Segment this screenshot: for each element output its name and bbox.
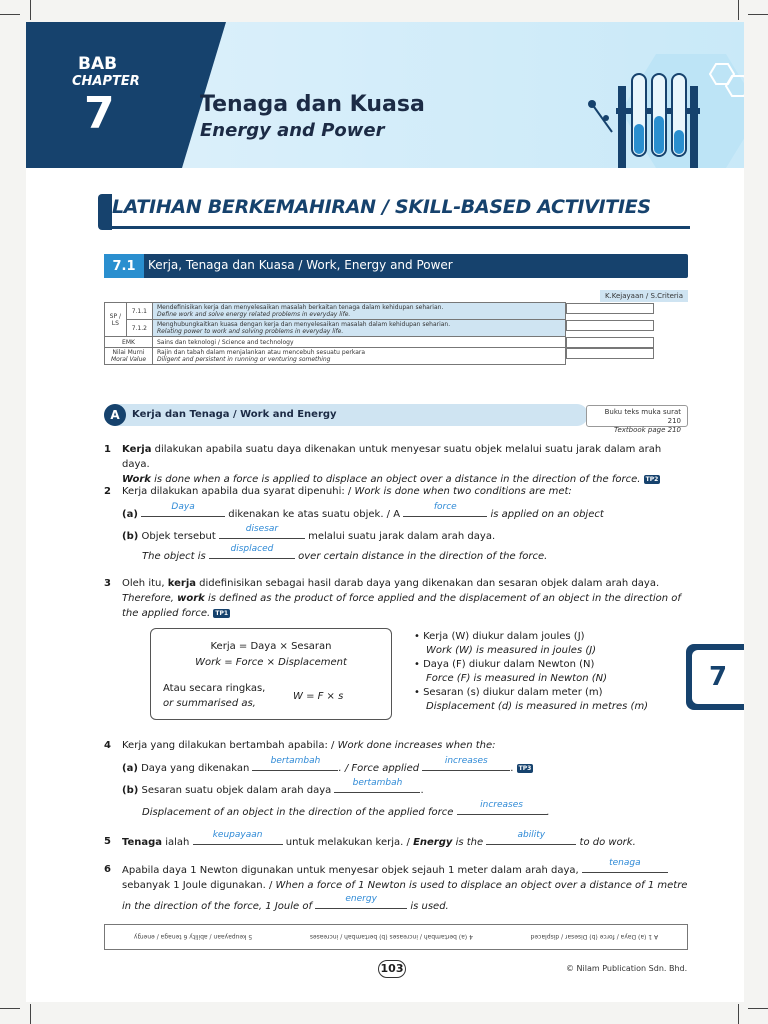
- criteria-cell: [566, 320, 654, 331]
- standard-description: [153, 320, 566, 337]
- q1-text-en: is done when a force is applied to displace an object over a distance in the direction of the force.: [150, 474, 641, 485]
- crop-mark: [748, 1008, 768, 1009]
- tp-badge: TP2: [645, 475, 659, 483]
- bab-label: BAB: [78, 54, 118, 74]
- nilai-text-en: Diligent and persistent in running or venturing something: [157, 356, 331, 363]
- answer-text: keupayaan: [212, 830, 263, 840]
- crop-mark: [738, 1004, 739, 1024]
- q2-intro-en: Work is done when two conditions are met:: [354, 486, 572, 497]
- answer-key-item: 4 (a) bertambah / increases (b) bertambah / increases: [309, 933, 473, 941]
- answer-text: force: [433, 502, 457, 512]
- answer-text: increases: [480, 800, 523, 810]
- question-6: Apabila daya 1 Newton digunakan untuk menyesar objek sejauh 1 meter dalam arah daya, tenaga sebanyak 1 Joule digunakan. / When a force of 1 Newton is used to displace an object over a distance of 1 metre: [122, 858, 688, 891]
- question-number: 1: [104, 444, 111, 455]
- crop-mark: [30, 1004, 31, 1024]
- standards-table: [104, 302, 688, 365]
- standard-text-en: Define work and solve energy related problems in everyday life.: [157, 311, 351, 318]
- answer-blank[interactable]: [315, 894, 407, 909]
- chapter-header-panel: [26, 22, 226, 168]
- sp-label: SP / LS: [105, 303, 127, 337]
- list-item: • Sesaran (s) diukur dalam meter (m): [414, 687, 603, 698]
- part-label: (a): [122, 763, 138, 774]
- subsection-header: [104, 404, 588, 426]
- question-4b-en: Displacement of an object in the direction of the applied force increases .: [142, 800, 550, 818]
- question-2: [122, 484, 692, 499]
- question-4: Kerja yang dilakukan bertambah apabila: / Work done increases when the:: [122, 740, 496, 751]
- crop-mark: [738, 0, 739, 20]
- answer-blank[interactable]: [252, 756, 338, 771]
- question-number: 2: [104, 486, 111, 497]
- crop-mark: [0, 14, 20, 15]
- banner-underline: [110, 226, 690, 229]
- answer-blank[interactable]: [141, 502, 225, 517]
- crop-mark: [0, 1008, 20, 1009]
- list-item: • Kerja (W) diukur dalam joules (J): [414, 631, 585, 642]
- question-number: 5: [104, 836, 111, 847]
- answer-blank[interactable]: [219, 524, 305, 539]
- answer-blank[interactable]: [582, 858, 668, 873]
- unit-list: [414, 630, 648, 714]
- standard-text-ms: Mendefinisikan kerja dan menyelesaikan masalah berkaitan tenaga dalam kehidupan seharian.: [157, 304, 444, 311]
- answer-text: disesar: [245, 524, 279, 534]
- emk-text: Sains dan teknologi / Science and technology: [153, 337, 566, 348]
- emk-label: EMK: [105, 337, 153, 348]
- section-number: 7.1: [104, 254, 144, 278]
- standard-code: 7.1.2: [126, 320, 152, 337]
- banner-cap: [98, 194, 112, 230]
- q2-intro-ms: Kerja dilakukan apabila dua syarat dipenuhi: /: [122, 486, 355, 497]
- answer-text: ability: [517, 830, 546, 840]
- skill-banner-title: LATIHAN BERKEMAHIRAN / SKILL-BASED ACTIVITIES: [112, 196, 651, 218]
- list-item-en: Displacement (d) is measured in metres (m): [426, 701, 649, 712]
- answer-text: tenaga: [609, 858, 641, 868]
- part-label: (b): [122, 531, 139, 542]
- q2a-text: dikenakan ke atas suatu objek. / A: [225, 509, 404, 520]
- question-4a: (a) Daya yang dikenakan bertambah . / Force applied increases . TP3: [122, 756, 532, 774]
- nilai-label-ms: Nilai Murni: [112, 349, 145, 356]
- answer-key-item: A 1 (a) Daya / force (b) Disesar / displaced: [530, 933, 659, 941]
- answer-text: Daya: [171, 502, 195, 512]
- question-number: 4: [104, 740, 111, 751]
- answer-text: displaced: [230, 544, 274, 554]
- list-item-en: Force (F) is measured in Newton (N): [426, 673, 608, 684]
- answer-text: energy: [345, 894, 377, 904]
- question-4b: (b) Sesaran suatu objek dalam arah daya bertambah .: [122, 778, 424, 796]
- section-bar: [104, 254, 688, 278]
- short-formula: W = F × s: [293, 691, 344, 702]
- term-kerja: Kerja: [122, 444, 152, 455]
- table-row: [105, 320, 688, 337]
- term-kerja: kerja: [167, 578, 196, 589]
- chapter-title-en: Energy and Power: [200, 120, 385, 141]
- q2b-text-en: The object is: [142, 551, 209, 562]
- question-2a: [122, 502, 692, 522]
- chapter-label: CHAPTER: [72, 74, 140, 89]
- chapter-tab-number: 7: [692, 650, 744, 704]
- subsection-letter: A: [104, 404, 126, 426]
- textbook-ref-en: Textbook page 210: [614, 426, 681, 434]
- question-number: 3: [104, 578, 111, 589]
- criteria-cell: [566, 337, 654, 348]
- list-item: • Daya (F) diukur dalam Newton (N): [414, 659, 595, 670]
- question-3: Oleh itu, kerja didefinisikan sebagai hasil darab daya yang dikenakan dan sesaran objek dalam arah daya. Therefore, work is defined as the product of force applied and the displacement of an object in the direction of the applied force. TP1: [122, 578, 681, 619]
- chapter-title-ms: Tenaga dan Kuasa: [200, 92, 425, 117]
- crop-mark: [30, 0, 31, 20]
- q2b-text-en-end: over certain distance in the direction of the force.: [294, 551, 548, 562]
- answer-text: bertambah: [352, 778, 403, 788]
- standard-text-en: Relating power to work and solving problems in everyday life.: [157, 328, 344, 335]
- question-2b: [122, 524, 692, 544]
- textbook-reference: [586, 405, 688, 434]
- question-1: [122, 442, 692, 487]
- answer-blank[interactable]: [486, 830, 576, 845]
- standard-code: 7.1.1: [126, 303, 152, 320]
- copyright: © Nilam Publication Sdn. Bhd.: [566, 964, 688, 973]
- question-5: Tenaga ialah keupayaan untuk melakukan kerja. / Energy is the ability to do work.: [122, 830, 636, 848]
- answer-text: increases: [444, 756, 488, 766]
- table-row: [105, 337, 688, 348]
- summary-label-ms: Atau secara ringkas,: [163, 683, 266, 694]
- question-number: 6: [104, 864, 111, 875]
- q2b-text: Objek tersebut: [141, 531, 219, 542]
- answer-blank[interactable]: [209, 544, 295, 559]
- q1-text-ms: dilakukan apabila suatu daya dikenakan untuk menyesar suatu objek melalui suatu jarak dalam arah daya.: [122, 444, 662, 470]
- table-row: [105, 348, 688, 365]
- answer-blank[interactable]: [334, 778, 420, 793]
- formula-en: Work = Force × Displacement: [195, 657, 347, 668]
- table-row: [105, 303, 688, 320]
- formula-ms: Kerja = Daya × Sesaran: [210, 641, 332, 652]
- nilai-label-en: Moral Value: [110, 356, 147, 363]
- test-tube-rack-icon: [586, 46, 744, 168]
- term-work: work: [177, 593, 205, 604]
- question-6-end: in the direction of the force, 1 Joule of energy is used.: [122, 894, 449, 912]
- standard-description: [153, 303, 566, 320]
- crop-mark: [748, 14, 768, 15]
- answer-blank[interactable]: [422, 756, 510, 771]
- criteria-cell: [566, 303, 654, 314]
- nilai-text: [153, 348, 566, 365]
- textbook-ref-ms: Buku teks muka surat 210: [604, 408, 681, 425]
- question-2b-en: [142, 544, 692, 564]
- part-label: (a): [122, 509, 138, 520]
- answer-key-strip: [104, 924, 688, 950]
- nilai-label: [105, 348, 153, 365]
- answer-blank[interactable]: [403, 502, 487, 517]
- chapter-number: 7: [84, 88, 115, 139]
- part-label: (b): [122, 785, 139, 796]
- q2b-text-end: melalui suatu jarak dalam arah daya.: [304, 531, 496, 542]
- nilai-text-ms: Rajin dan tabah dalam menjalankan atau mencebuh sesuatu perkara: [157, 349, 366, 356]
- summary-label-en: or summarised as,: [163, 698, 256, 709]
- list-item-en: Work (W) is measured in joules (J): [426, 645, 597, 656]
- term-work: Work: [122, 474, 151, 485]
- answer-blank[interactable]: [457, 800, 547, 815]
- answer-text: bertambah: [270, 756, 321, 766]
- subsection-title: Kerja dan Tenaga / Work and Energy: [132, 409, 337, 420]
- criteria-cell: [566, 348, 654, 359]
- section-title: Kerja, Tenaga dan Kuasa / Work, Energy and Power: [148, 258, 453, 272]
- criteria-label: K.Kejayaan / S.Criteria: [600, 290, 688, 302]
- standard-text-ms: Menghubungkaitkan kuasa dengan kerja dan menyelesaikan masalah dalam kehidupan seharian.: [157, 321, 451, 328]
- q2a-text-en: is applied on an object: [487, 509, 604, 520]
- answer-blank[interactable]: [193, 830, 283, 845]
- answer-key-item: 5 keupayaan / ability 6 tenaga / energy: [133, 933, 253, 941]
- page-number: 103: [378, 960, 406, 978]
- tp-badge: TP3: [518, 764, 532, 772]
- tp-badge: TP1: [215, 609, 229, 617]
- formula-box: [150, 628, 392, 720]
